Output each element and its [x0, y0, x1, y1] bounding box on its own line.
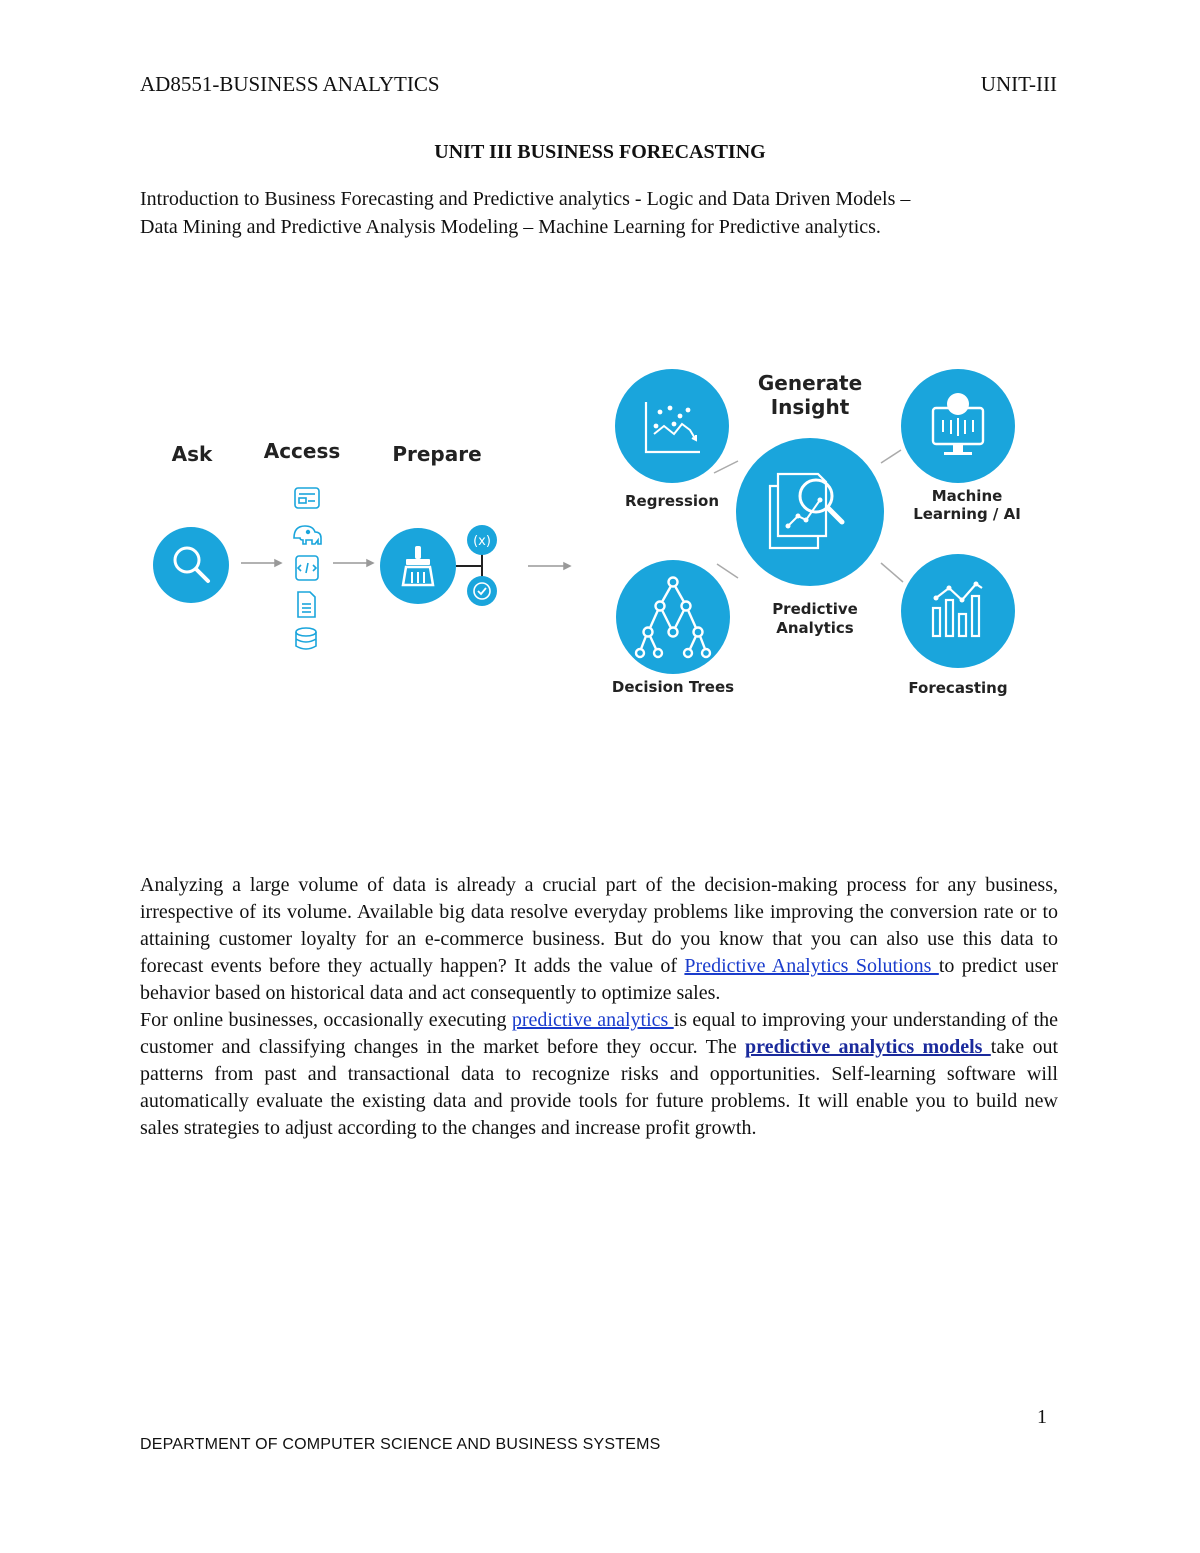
- search-icon: [153, 527, 229, 603]
- center-label-line-2: Analytics: [776, 619, 854, 637]
- generate-insight-line-1: Generate: [757, 371, 863, 395]
- footer-department: DEPARTMENT OF COMPUTER SCIENCE AND BUSINESS SYSTEMS: [140, 1436, 661, 1453]
- brush-icon: [380, 528, 456, 604]
- step-ask-label: Ask: [171, 442, 213, 466]
- center-label-line-1: Predictive: [772, 600, 858, 618]
- page-number: 1: [1037, 1406, 1047, 1428]
- regression-icon: [615, 369, 729, 483]
- paragraph-1-text-end: to predict user behavior based on historical data and act consequently to optimize sales.: [140, 955, 1058, 1004]
- body-text: [140, 872, 1058, 1142]
- paragraph-2-text: For online businesses, occasionally executing: [140, 1009, 512, 1031]
- variable-check-icons: [456, 525, 497, 606]
- forecasting-label: Forecasting: [908, 679, 1008, 697]
- generate-insight-line-2: Insight: [770, 395, 850, 419]
- header-unit: UNIT-III: [980, 72, 1057, 96]
- predictive-analytics-icon: [736, 438, 884, 586]
- step-prepare-label: Prepare: [392, 442, 482, 466]
- form-icon: [295, 488, 319, 508]
- data-source-icons: [294, 488, 321, 649]
- code-file-icon: [296, 556, 318, 580]
- machine-learning-label-line-1: Machine: [931, 487, 1003, 505]
- regression-label: Regression: [624, 492, 720, 510]
- document-icon: [298, 592, 315, 617]
- svg-text:(x): (x): [473, 534, 491, 549]
- machine-learning-label-line-2: Learning / AI: [913, 505, 1021, 523]
- predictive-analytics-figure: [140, 360, 1040, 710]
- machine-learning-icon: [901, 369, 1015, 483]
- predictive-analytics-link[interactable]: predictive analytics: [511, 1009, 674, 1031]
- decision-trees-label: Decision Trees: [611, 678, 735, 696]
- elephant-icon: [294, 526, 321, 544]
- paragraph-1: [140, 872, 1058, 1007]
- paragraph-2-text-middle: is equal to improving your understanding of the customer and classifying changes in the market before they occur. The: [140, 1009, 1059, 1058]
- intro-paragraph: [140, 185, 1060, 241]
- header-course: AD8551-BUSINESS ANALYTICS: [140, 72, 440, 96]
- database-icon: [296, 628, 316, 649]
- forecasting-icon: [901, 554, 1015, 668]
- paragraph-2-text-end: take out patterns from past and transactional data to recognize risks and opportunities. Self-learning software will automatically evaluate the existing data and provide tools for future problems. It will enable you to build new sales strategies to adjust according to the changes and increase profit growth.: [140, 1036, 1059, 1139]
- unit-title: UNIT III BUSINESS FORECASTING: [434, 141, 766, 163]
- step-access-label: Access: [263, 439, 341, 463]
- paragraph-2: [140, 1007, 1058, 1142]
- paragraph-1-text: Analyzing a large volume of data is already a crucial part of the decision-making process for any business, irrespective of its volume. Available big data resolve everyday problems like improving the conversion rate or to attaining customer loyalty for an e-commerce business. But do you know that you can also use this data to forecast events before they actually happen? It adds the value of: [140, 874, 1058, 977]
- intro-line-2: Data Mining and Predictive Analysis Modeling – Machine Learning for Predictive analytics.: [140, 216, 881, 238]
- predictive-analytics-solutions-link[interactable]: Predictive Analytics Solutions: [684, 955, 939, 977]
- predictive-analytics-models-link[interactable]: predictive analytics models: [745, 1036, 991, 1058]
- intro-line-1: Introduction to Business Forecasting and Predictive analytics - Logic and Data Driven Models –: [140, 188, 911, 210]
- decision-tree-icon: [616, 560, 730, 674]
